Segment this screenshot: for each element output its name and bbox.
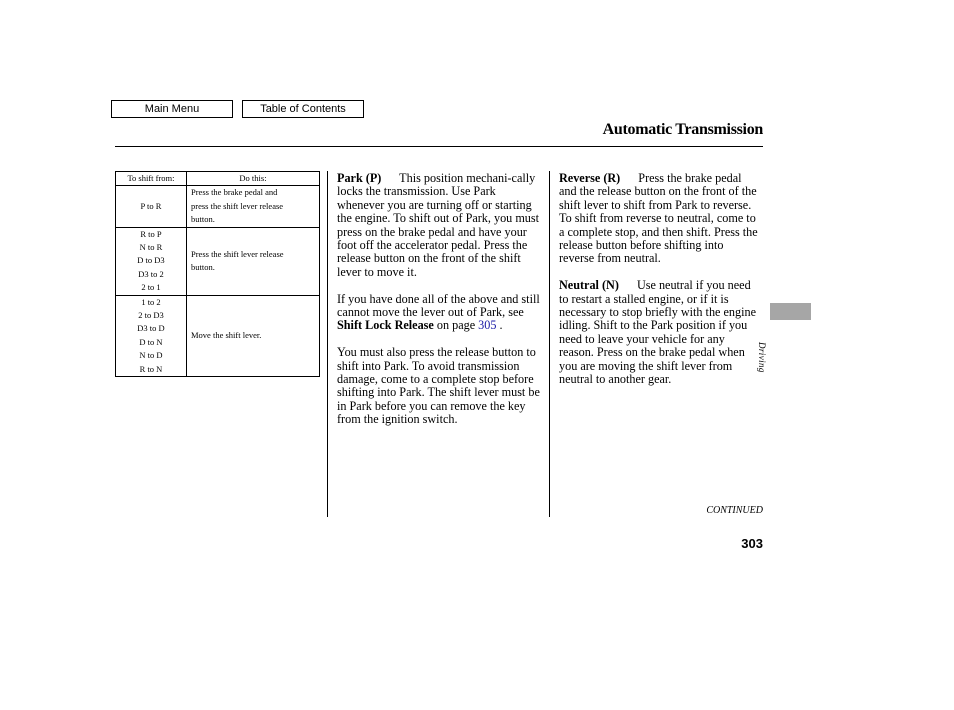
table-row — [116, 295, 320, 376]
shift-action-line: button. — [191, 214, 215, 225]
page-link-305[interactable]: 305 — [478, 318, 497, 333]
column-divider — [549, 171, 550, 517]
table-of-contents-button[interactable]: Table of Contents — [242, 100, 364, 118]
shift-from-item: 2 to D3 — [138, 310, 164, 321]
shift-from-item: 2 to 1 — [141, 282, 161, 293]
middle-column — [337, 172, 543, 440]
shift-from-item: R to N — [139, 363, 163, 374]
shift-from-item: D to D3 — [137, 255, 165, 266]
shift-from-cell — [116, 186, 187, 227]
shift-from-item: D to N — [139, 336, 163, 347]
shift-action-cell — [187, 295, 320, 376]
right-column — [559, 172, 759, 400]
page-title: Automatic Transmission — [602, 121, 763, 138]
shift-lock-text: If you have done all of the above and still cannot move the lever out of Park, see — [337, 291, 540, 320]
shift-lock-text-mid: on page — [436, 318, 476, 333]
shift-action-cell — [187, 227, 320, 295]
shift-lock-text-end: . — [499, 318, 503, 333]
reverse-heading: Reverse (R) — [559, 171, 621, 185]
shift-action-cell — [187, 186, 320, 227]
section-tab — [770, 303, 811, 320]
park-heading: Park (P) — [337, 171, 382, 185]
column-header-do: Do this: — [187, 172, 320, 186]
shift-from-cell — [116, 227, 187, 295]
shift-lock-release-ref: Shift Lock Release — [337, 318, 434, 333]
shift-table — [115, 171, 320, 377]
shift-from-item: D3 to 2 — [138, 268, 164, 279]
shift-from-item: R to P — [140, 228, 162, 239]
reverse-paragraph — [559, 172, 759, 266]
continued-label: CONTINUED — [706, 505, 763, 516]
shift-action-line: button. — [191, 262, 215, 273]
shift-from-item: N to D — [139, 350, 163, 361]
park-text: This position mechani-cally locks the transmission. Use Park whenever you are turning off or starting the engine. To shift out of Park, you must press on the brake pedal and have your foot off the accelerator pedal. Press the release button on the front of the shift lever to move it. — [337, 171, 540, 279]
shift-from-cell — [116, 295, 187, 376]
column-divider — [327, 171, 328, 517]
shift-action-line: Move the shift lever. — [191, 330, 262, 341]
table-header-row — [116, 172, 320, 186]
shift-from-item: N to R — [139, 242, 163, 253]
shift-action-line: press the shift lever release — [191, 200, 284, 211]
table-row — [116, 227, 320, 295]
reverse-text: Press the brake pedal and the release button on the front of the shift lever to shift from Park to reverse. To shift from reverse to neutral, come to a complete stop, and then shift. Press the release button before shifting into reverse from neutral. — [559, 171, 758, 266]
park-paragraph — [337, 172, 543, 279]
main-menu-button[interactable]: Main Menu — [111, 100, 233, 118]
shift-action-line: Press the shift lever release — [191, 248, 284, 259]
header-rule — [115, 146, 763, 147]
neutral-paragraph — [559, 279, 759, 386]
neutral-text: Use neutral if you need to restart a stalled engine, or if it is necessary to stop briefly with the engine idling. Shift to the Park position if you need to leave your vehicle for any reason. Press on the brake pedal when you are moving the shift lever from neutral to another gear. — [559, 278, 756, 387]
shift-action-line: Press the brake pedal and — [191, 187, 278, 198]
park-release-paragraph: You must also press the release button to shift into Park. To avoid transmission damage, come to a complete stop before shifting into Park. The shift lever must be in Park before you can remove the key from the ignition switch. — [337, 345, 540, 427]
section-label: Driving — [757, 342, 767, 373]
neutral-heading: Neutral (N) — [559, 278, 619, 293]
shift-from-item: D3 to D — [137, 323, 165, 334]
shift-from-item: P to R — [140, 200, 162, 211]
shift-lock-paragraph — [337, 293, 543, 333]
page-number: 303 — [741, 536, 763, 551]
shift-from-item: 1 to 2 — [141, 296, 161, 307]
table-row — [116, 186, 320, 227]
column-header-from: To shift from: — [116, 172, 187, 186]
